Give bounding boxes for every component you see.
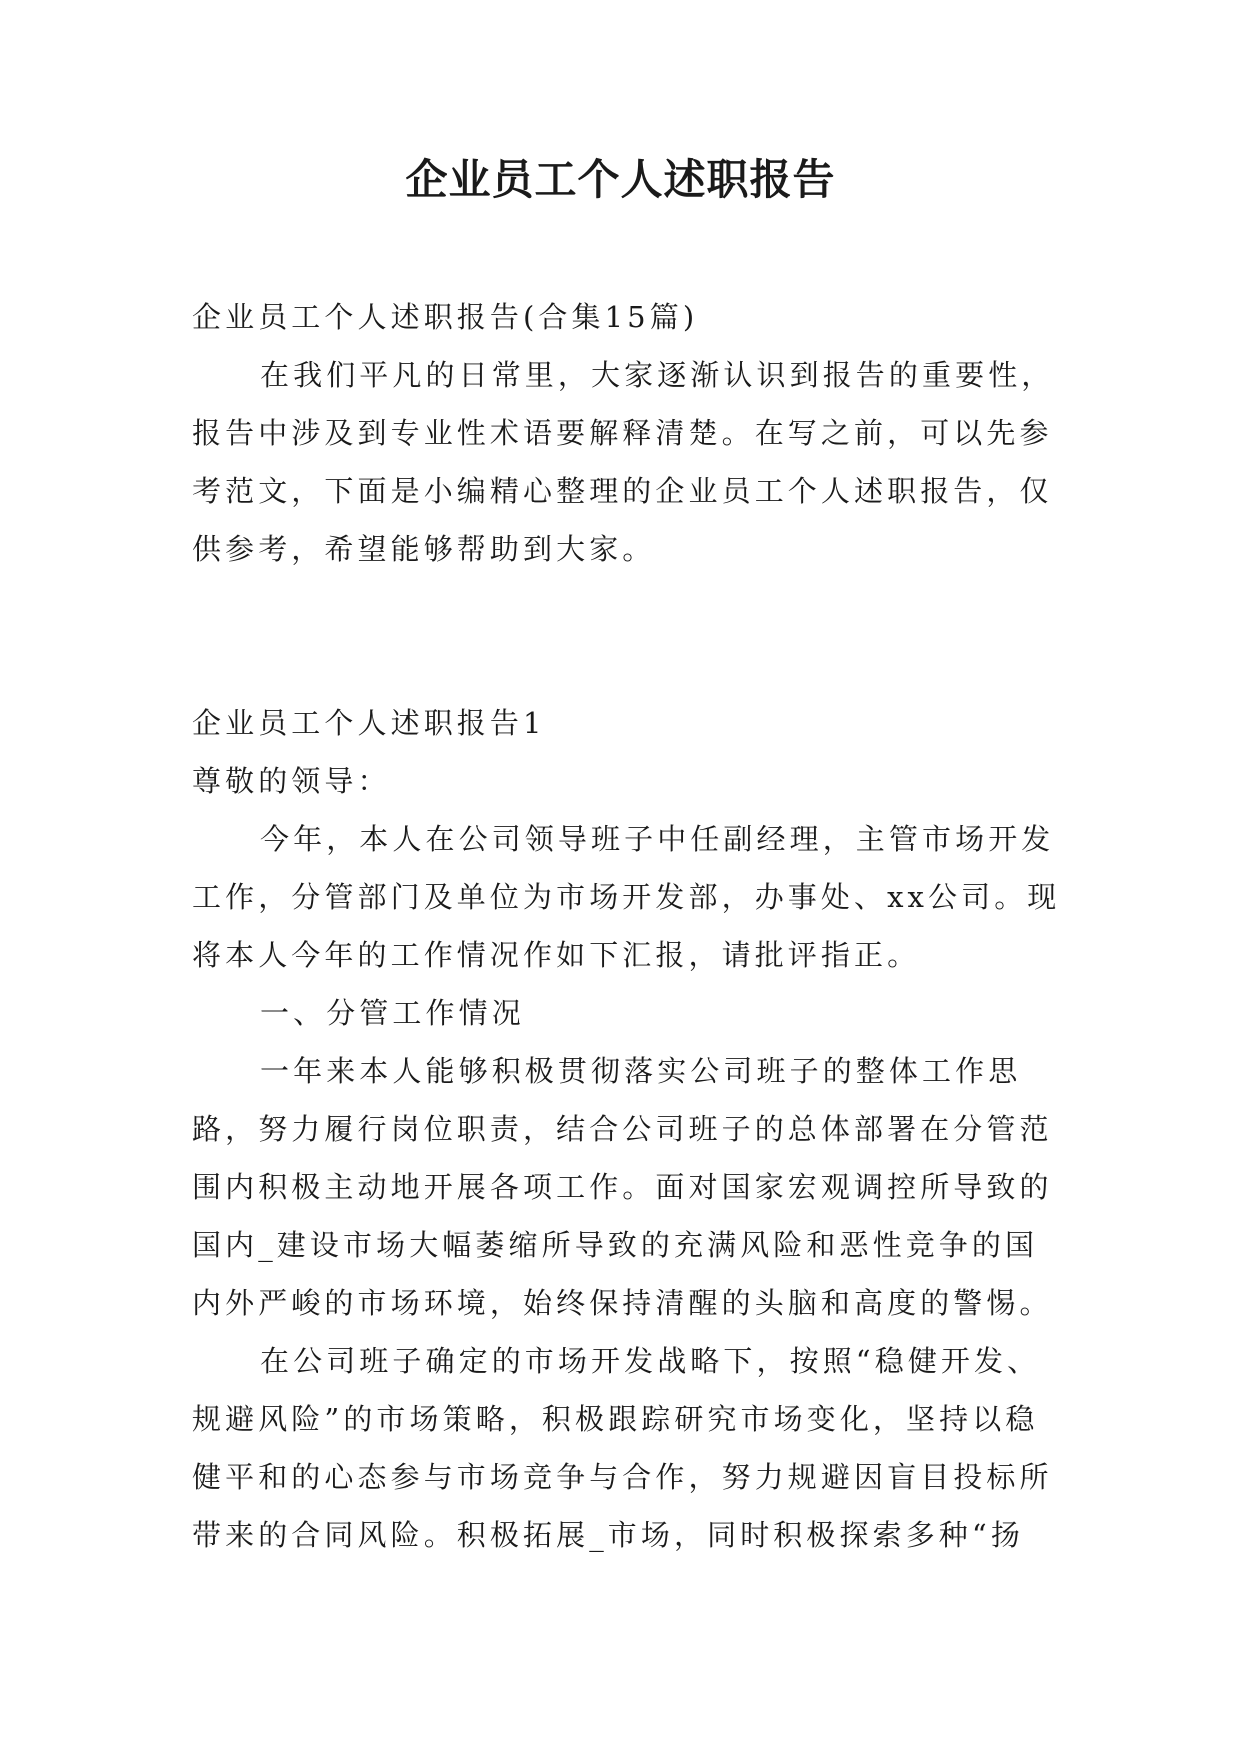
document-subtitle: 企业员工个人述职报告(合集15篇) bbox=[192, 300, 699, 334]
intro-line: 在我们平凡的日常里，大家逐渐认识到报告的重要性， bbox=[260, 358, 1055, 392]
paragraph-line: 路，努力履行岗位职责，结合公司班子的总体部署在分管范 bbox=[192, 1112, 1053, 1146]
paragraph-line: 一年来本人能够积极贯彻落实公司班子的整体工作思 bbox=[260, 1054, 1022, 1088]
paragraph-line: 将本人今年的工作情况作如下汇报，请批评指正。 bbox=[192, 938, 921, 972]
paragraph-line: 围内积极主动地开展各项工作。面对国家宏观调控所导致的 bbox=[192, 1170, 1053, 1204]
paragraph-line: 国内_建设市场大幅萎缩所导致的充满风险和恶性竞争的国 bbox=[192, 1228, 1039, 1262]
paragraph-line: 在公司班子确定的市场开发战略下，按照“稳健开发、 bbox=[260, 1344, 1041, 1378]
intro-line: 供参考，希望能够帮助到大家。 bbox=[192, 532, 656, 566]
document-body bbox=[192, 288, 1072, 1564]
salutation: 尊敬的领导： bbox=[192, 764, 391, 798]
paragraph-line: 规避风险”的市场策略，积极跟踪研究市场变化，坚持以稳 bbox=[192, 1402, 1039, 1436]
intro-line: 考范文，下面是小编精心整理的企业员工个人述职报告，仅 bbox=[192, 474, 1053, 508]
section-heading: 企业员工个人述职报告1 bbox=[192, 706, 546, 740]
paragraph-line: 工作，分管部门及单位为市场开发部，办事处、xx公司。现 bbox=[192, 880, 1061, 914]
paragraph-line: 带来的合同风险。积极拓展_市场，同时积极探索多种“扬 bbox=[192, 1518, 1024, 1552]
subheading: 一、分管工作情况 bbox=[260, 996, 525, 1030]
paragraph-line: 今年，本人在公司领导班子中任副经理，主管市场开发 bbox=[260, 822, 1055, 856]
document-title: 企业员工个人述职报告 bbox=[405, 155, 836, 204]
paragraph-line: 健平和的心态参与市场竞争与合作，努力规避因盲目投标所 bbox=[192, 1460, 1053, 1494]
intro-line: 报告中涉及到专业性术语要解释清楚。在写之前，可以先参 bbox=[192, 416, 1053, 450]
spacer bbox=[192, 578, 1072, 694]
paragraph-line: 内外严峻的市场环境，始终保持清醒的头脑和高度的警惕。 bbox=[192, 1286, 1053, 1320]
